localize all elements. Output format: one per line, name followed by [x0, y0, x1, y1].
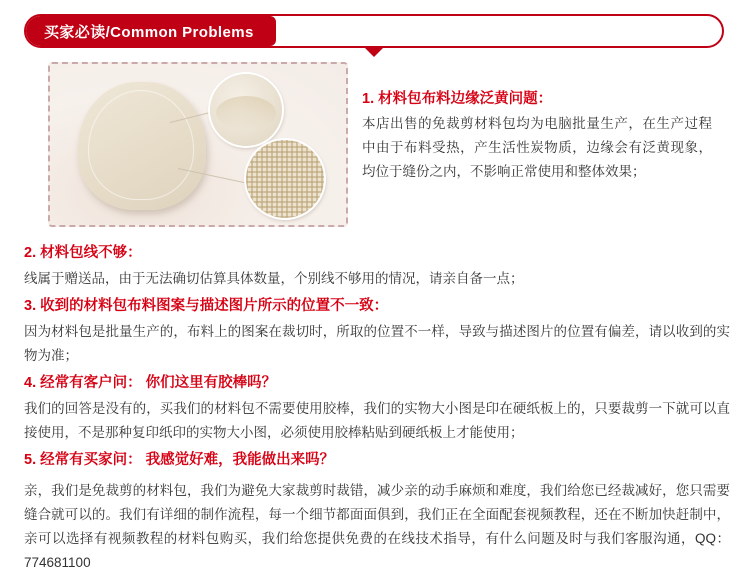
qa-item-5-number: 5.: [24, 452, 37, 468]
qa-item-4-body: 我们的回答是没有的，买我们的材料包不需要使用胶棒，我们的实物大小图是印在硬纸板上的，只要裁剪一下就可以直接使用，不是那种复印纸印的实物大小图，必须使用胶棒粘贴到硬纸板上才能使用；: [24, 401, 730, 440]
qa-item-3-title-text: 收到的材料包布料图案与描述图片所示的位置不一致：: [40, 298, 389, 314]
qa-item-3-title: [24, 293, 730, 319]
qa-item-4-title-extra: 你们这里有胶棒吗？: [145, 375, 277, 391]
qa-item-5-title-text: 经常有买家问：: [40, 452, 142, 468]
qa-item-2-body: 线属于赠送品，由于无法确切估算具体数量，个别线不够用的情况，请亲自备一点；: [24, 271, 524, 286]
qa-item-5-title-extra: 我感觉好难，我能做出来吗？: [145, 452, 335, 468]
qa-item-1-title: [362, 86, 712, 112]
qa-item-2-title: [24, 240, 730, 266]
qa-item-4-number: 4.: [24, 375, 37, 391]
qa-item-1-body: 本店出售的免裁剪材料包均为电脑批量生产，在生产过程中由于布料受热，产生活性炭物质，边缘会有泛黄现象，均位于缝份之内，不影响正常使用和整体效果；: [362, 116, 712, 179]
zoom-circle-edge: [210, 74, 282, 146]
qa-item-5-title: [24, 447, 730, 473]
qa-item-3-number: 3.: [24, 298, 37, 314]
zoom-circle-weave: [246, 140, 324, 218]
qa-item-2: [24, 240, 730, 291]
qa-item-3: [24, 293, 730, 368]
qa-item-5: [24, 447, 730, 575]
qa-item-2-title-text: 材料包线不够：: [40, 245, 142, 261]
qa-item-4: [24, 370, 730, 445]
qa-item-1-number: 1.: [362, 91, 375, 107]
qa-item-1-title-text: 材料包布料边缘泛黄问题：: [378, 91, 553, 107]
qa-item-4-title: [24, 370, 730, 396]
qa-item-3-body: 因为材料包是批量生产的，布料上的图案在裁切时，所取的位置不一样，导致与描述图片的位置有偏差，请以收到的实物为准；: [24, 324, 730, 363]
page-title: 买家必读/Common Problems: [44, 23, 254, 41]
qa-list: [24, 240, 730, 577]
top-section: [0, 62, 750, 237]
qa-item-1: [362, 86, 712, 184]
qa-item-5-body: 亲，我们是免裁剪的材料包，我们为避免大家裁剪时裁错，减少亲的动手麻烦和难度，我们给您已经裁减好，您只需要缝合就可以的。我们有详细的制作流程，每一个细节都面面俱到，我们正在全面配套视频教程，还在不断加快赶制中，亲可以选择有视频教程的材料包购买，我们给您提供免费的在线技术指导，有什么问题及时与我们客服沟通，QQ：774681100: [24, 483, 730, 570]
qa-item-4-title-text: 经常有客户问：: [40, 375, 142, 391]
qa-item-2-number: 2.: [24, 245, 37, 261]
header-arrow-icon: [363, 46, 385, 57]
fabric-piece-shape: [78, 82, 206, 210]
header-title-pill: [26, 16, 276, 46]
section-header: [0, 14, 750, 62]
product-photo: [48, 62, 348, 227]
